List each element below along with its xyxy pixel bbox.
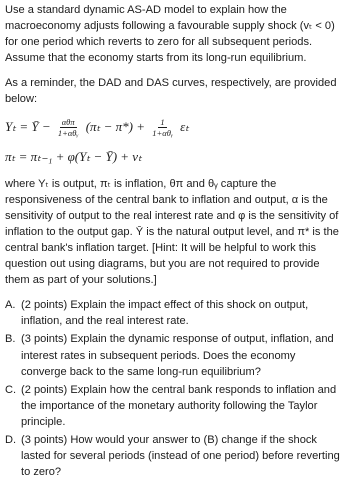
question-label: A.	[5, 299, 16, 312]
definitions-paragraph: where Yₜ is output, πₜ is inflation, θπ and θᵧ capture the responsiveness of the central bank to inflation and output, α is the sensitivity of output to the real interest rate and φ is the sensitivity of inflation to the output gap. Ȳ is the natural output level, and π* is the central bank's inflation target. [Hint: It will be helpful to work this question out using diagrams, but you are not required to provide them as part of your solutions.]	[5, 177, 339, 287]
reminder-text: As a reminder, the DAD and DAS curves, respectively, are provided below:	[5, 77, 337, 106]
dad-lhs: Yₜ = Ȳ −	[5, 118, 51, 134]
das-equation-text: πₜ = πₜ₋₁ + φ(Yₜ − Ȳ) + vₜ	[5, 148, 142, 164]
question-list	[5, 297, 344, 480]
question-text: (3 points) How would your answer to (B) change if the shock lasted for several periods (instead of one period) before reverting to zero?	[21, 433, 340, 479]
question-text: (2 points) Explain the impact effect of this shock on output, inflation, and the real interest rate.	[21, 299, 309, 328]
das-equation	[5, 146, 344, 168]
dad-fraction-2	[150, 118, 175, 138]
question-b	[5, 331, 344, 379]
question-c	[5, 382, 344, 430]
question-label: B.	[5, 333, 16, 346]
dad-equation	[5, 110, 344, 146]
dad-fraction-2-denominator: 1+αθᵧ	[152, 127, 173, 138]
question-label: D.	[5, 433, 17, 446]
dad-fraction-1-numerator: αθπ	[61, 116, 75, 127]
dad-rhs: εₜ	[180, 118, 190, 134]
dad-fraction-1-denominator: 1+αθᵧ	[57, 127, 79, 138]
dad-fraction-2-numerator: 1	[160, 116, 165, 127]
question-text: (2 points) Explain how the central bank responds to inflation and the importance of the monetary authority following the Taylor principle.	[21, 383, 337, 428]
question-a	[5, 297, 344, 329]
question-label: C.	[5, 383, 17, 396]
intro-paragraph: Use a standard dynamic AS-AD model to explain how the macroeconomy adjusts following a favourable supply shock (vₜ < 0) for one period which reverts to zero for all subsequent periods. Assume that the economy starts from its long-run equilibrium.	[5, 4, 335, 65]
dad-middle: (πₜ − π*) +	[85, 118, 145, 134]
question-d	[5, 432, 344, 480]
question-text: (3 points) Explain the dynamic response of output, inflation, and interest rates in subsequent periods. Does the economy converge back to the same long-run equilibrium?	[21, 333, 334, 378]
dad-fraction-1	[56, 118, 81, 138]
